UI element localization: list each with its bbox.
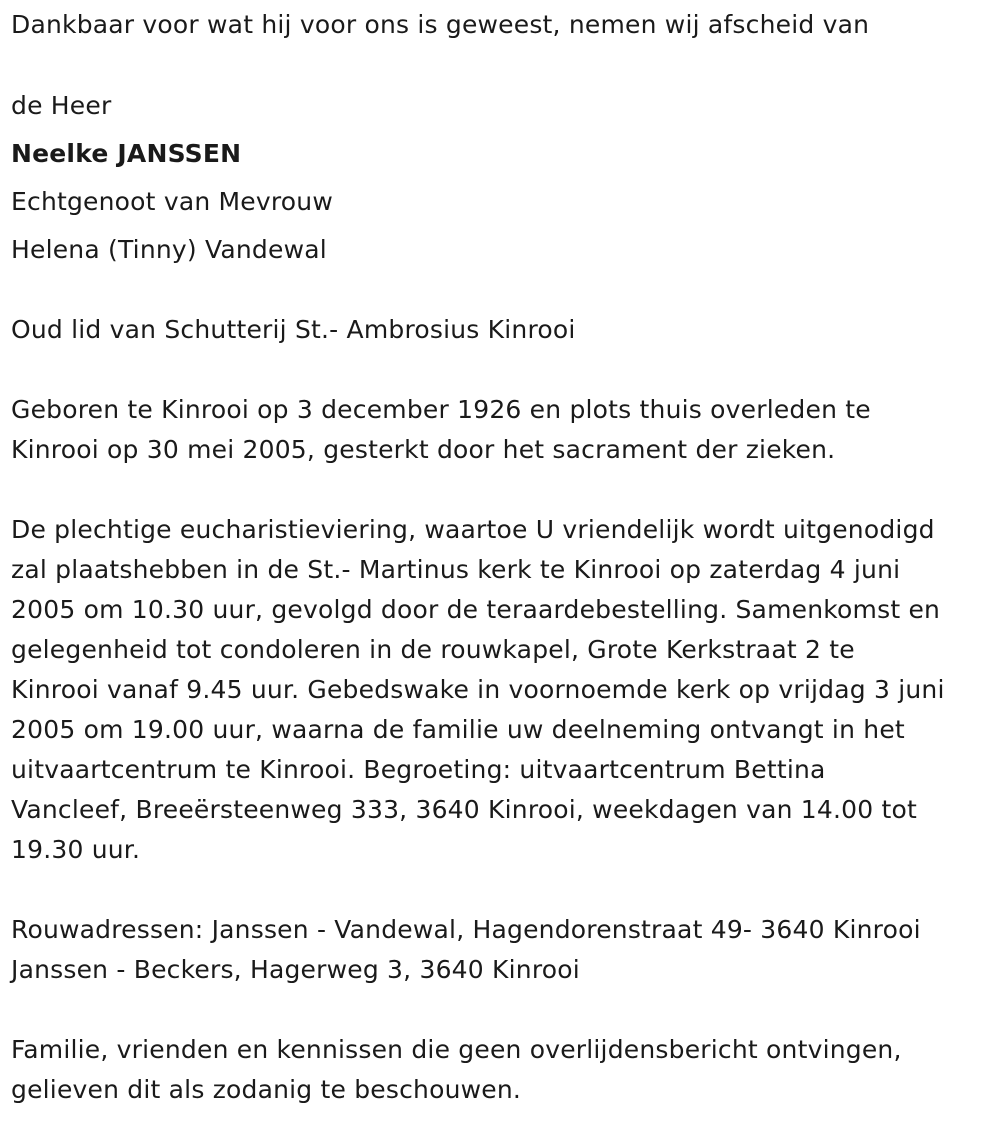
ceremony-line: De plechtige eucharistieviering, waartoe U vriendelijk wordt uitgenodigd (11, 515, 935, 544)
closing-line-2: gelieven dit als zodanig te beschouwen. (11, 1075, 522, 1104)
ceremony-line: 19.30 uur. (11, 835, 141, 864)
closing-line-1: Familie, vrienden en kennissen die geen overlijdensbericht ontvingen, (11, 1035, 902, 1064)
deceased-name: Neelke JANSSEN (11, 139, 242, 168)
ceremony-line: Vancleef, Breeërsteenweg 333, 3640 Kinrooi, weekdagen van 14.00 tot (11, 795, 918, 824)
membership-text: Oud lid van Schutterij St.- Ambrosius Kinrooi (11, 315, 576, 344)
title-prefix: de Heer (11, 91, 112, 120)
address-line-1: Rouwadressen: Janssen - Vandewal, Hagendorenstraat 49- 3640 Kinrooi (11, 915, 921, 944)
birth-death-line-1: Geboren te Kinrooi op 3 december 1926 en plots thuis overleden te (11, 395, 871, 424)
intro-text: Dankbaar voor wat hij voor ons is geweest, nemen wij afscheid van (11, 10, 870, 39)
ceremony-line: Kinrooi vanaf 9.45 uur. Gebedswake in voornoemde kerk op vrijdag 3 juni (11, 675, 945, 704)
ceremony-line: zal plaatshebben in de St.- Martinus kerk te Kinrooi op zaterdag 4 juni (11, 555, 901, 584)
ceremony-line: gelegenheid tot condoleren in de rouwkapel, Grote Kerkstraat 2 te (11, 635, 855, 664)
address-line-2: Janssen - Beckers, Hagerweg 3, 3640 Kinrooi (11, 955, 580, 984)
ceremony-line: 2005 om 10.30 uur, gevolgd door de teraardebestelling. Samenkomst en (11, 595, 941, 624)
ceremony-line: uitvaartcentrum te Kinrooi. Begroeting: uitvaartcentrum Bettina (11, 755, 826, 784)
ceremony-line: 2005 om 19.00 uur, waarna de familie uw deelneming ontvangt in het (11, 715, 905, 744)
spouse-line-1: Echtgenoot van Mevrouw (11, 187, 333, 216)
birth-death-line-2: Kinrooi op 30 mei 2005, gesterkt door het sacrament der zieken. (11, 435, 836, 464)
spouse-line-2: Helena (Tinny) Vandewal (11, 235, 327, 264)
